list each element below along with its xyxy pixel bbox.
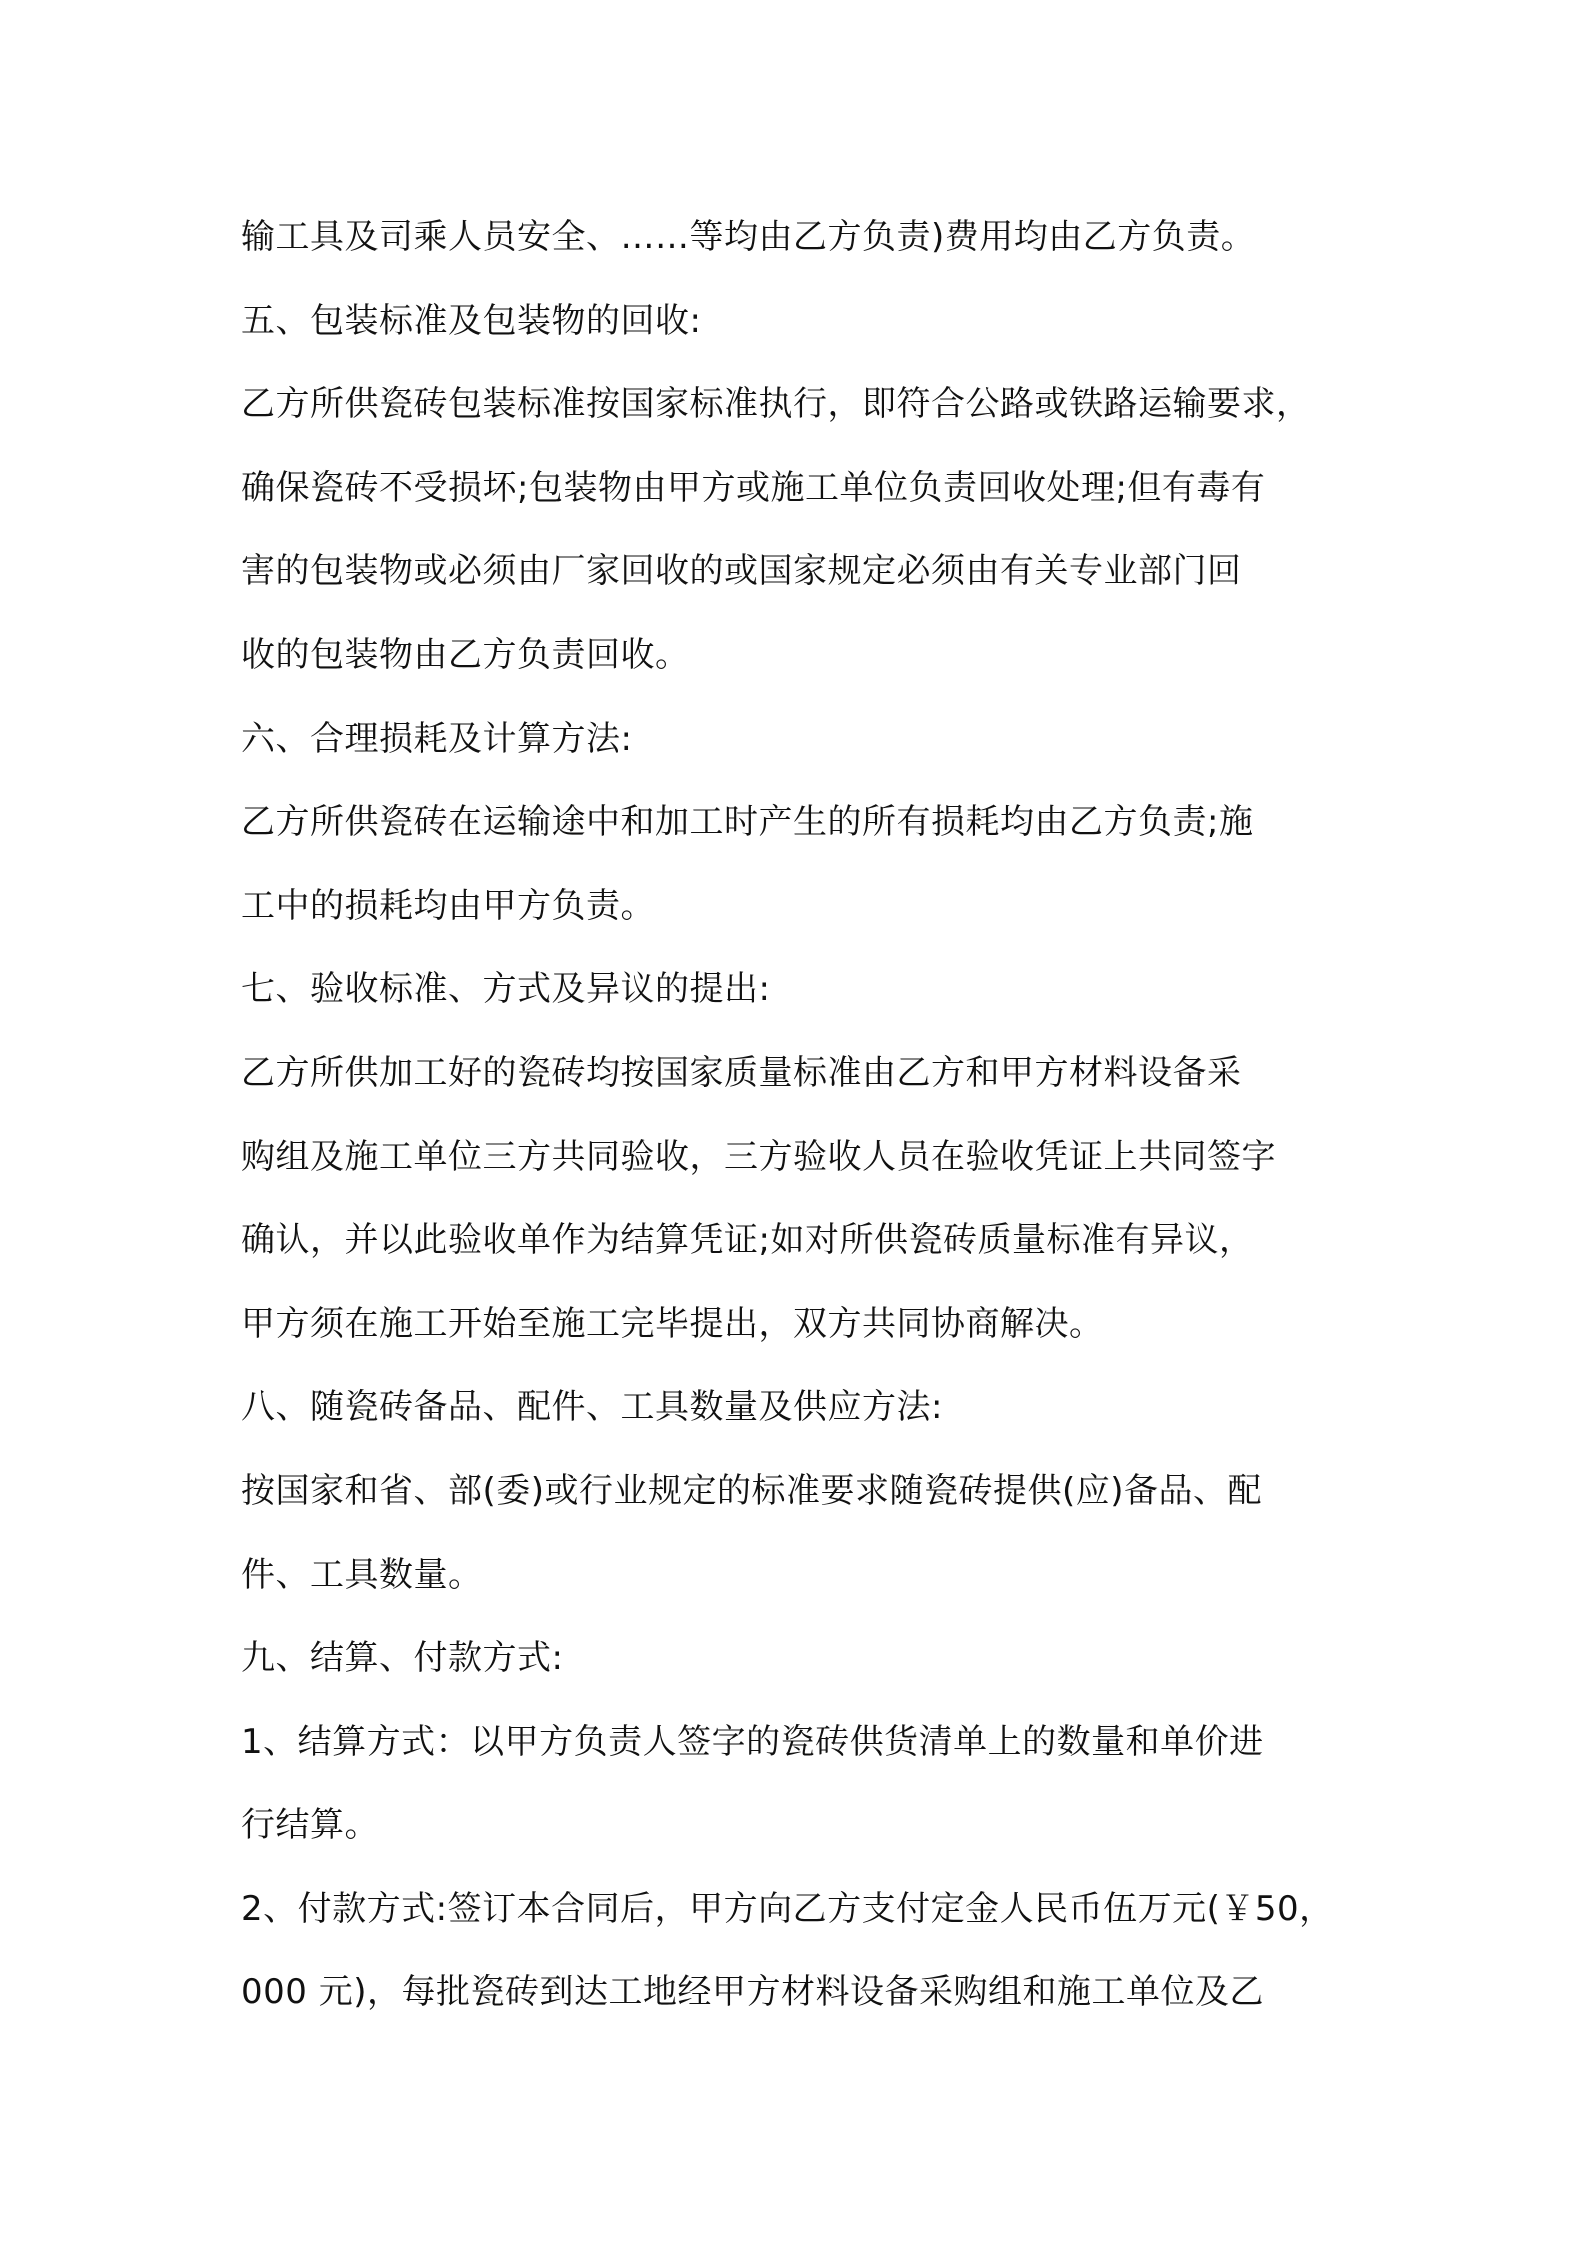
text-line: 工中的损耗均由甲方负责。 xyxy=(241,885,655,926)
text-line: 行结算。 xyxy=(241,1805,379,1846)
section-heading-acceptance: 七、验收标准、方式及异议的提出: xyxy=(241,969,771,1010)
text-line: 乙方所供加工好的瓷砖均按国家质量标准由乙方和甲方材料设备采 xyxy=(241,1052,1242,1093)
text-line: 确保瓷砖不受损坏;包装物由甲方或施工单位负责回收处理;但有毒有 xyxy=(241,467,1266,508)
text-line: 购组及施工单位三方共同验收，三方验收人员在验收凭证上共同签字 xyxy=(241,1136,1276,1177)
text-line: 收的包装物由乙方负责回收。 xyxy=(241,634,690,675)
text-line: 甲方须在施工开始至施工完毕提出，双方共同协商解决。 xyxy=(241,1303,1104,1344)
text-line: 按国家和省、部(委)或行业规定的标准要求随瓷砖提供(应)备品、配 xyxy=(241,1470,1263,1511)
text-line: 1、结算方式：以甲方负责人签字的瓷砖供货清单上的数量和单价进 xyxy=(241,1721,1264,1762)
section-heading-payment: 九、结算、付款方式: xyxy=(241,1638,564,1679)
text-line: 确认，并以此验收单作为结算凭证;如对所供瓷砖质量标准有异议， xyxy=(241,1220,1254,1261)
text-line: 输工具及司乘人员安全、……等均由乙方负责)费用均由乙方负责。 xyxy=(241,217,1256,257)
section-heading-loss: 六、合理损耗及计算方法: xyxy=(241,718,633,759)
text-line: 2、付款方式:签订本合同后，甲方向乙方支付定金人民币伍万元(￥50， xyxy=(241,1888,1334,1929)
section-heading-packaging: 五、包装标准及包装物的回收: xyxy=(241,300,702,341)
text-line: 乙方所供瓷砖包装标准按国家标准执行，即符合公路或铁路运输要求， xyxy=(241,384,1311,425)
text-line: 害的包装物或必须由厂家回收的或国家规定必须由有关专业部门回 xyxy=(241,551,1242,592)
text-line: 乙方所供瓷砖在运输途中和加工时产生的所有损耗均由乙方负责;施 xyxy=(241,802,1254,843)
section-heading-spares: 八、随瓷砖备品、配件、工具数量及供应方法: xyxy=(241,1387,943,1428)
contract-text xyxy=(241,196,1381,2035)
text-line: 件、工具数量。 xyxy=(241,1554,483,1595)
text-line: 000 元)，每批瓷砖到达工地经甲方材料设备采购组和施工单位及乙 xyxy=(241,1972,1264,2013)
